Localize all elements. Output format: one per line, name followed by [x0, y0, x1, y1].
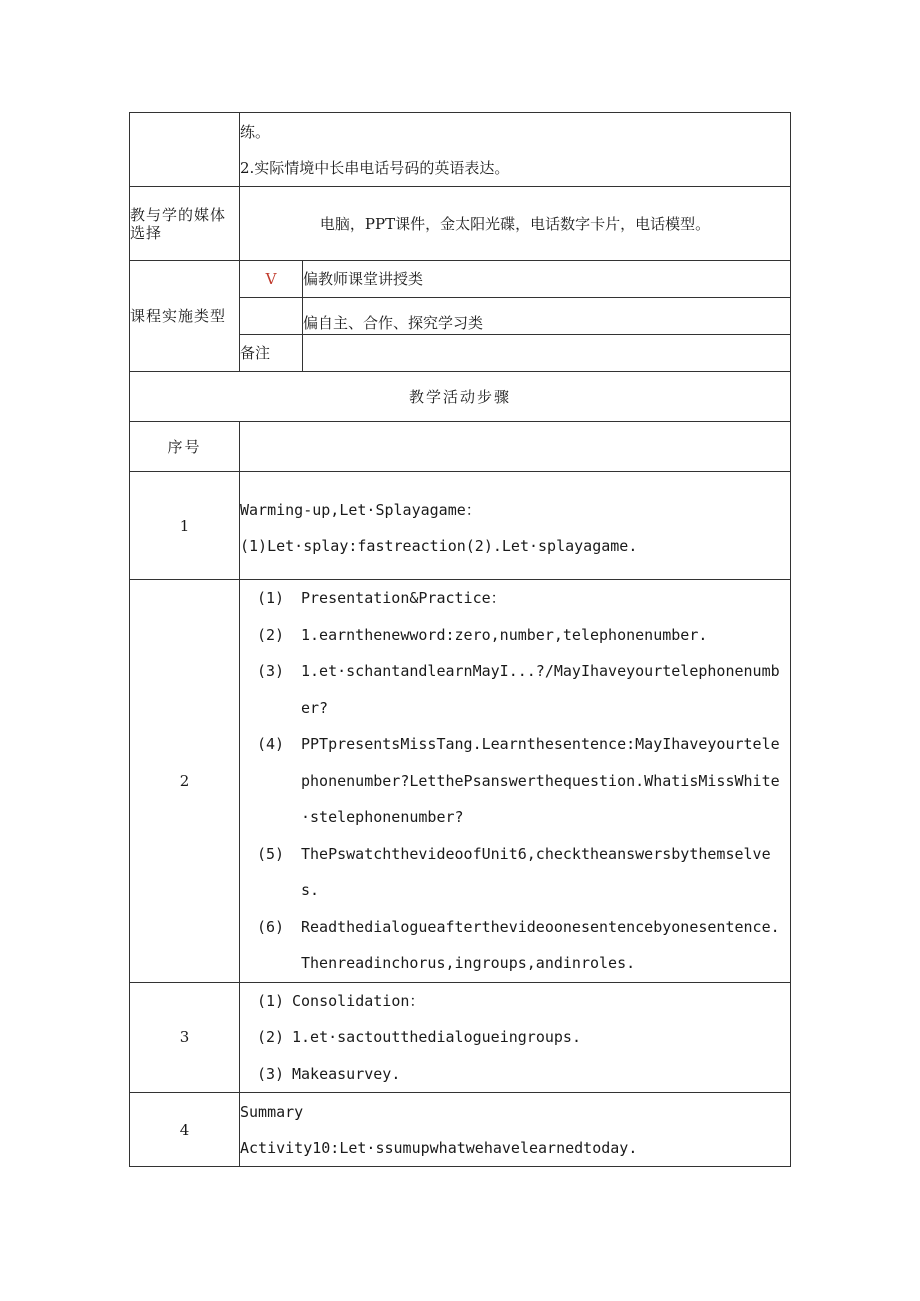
objectives-row: [130, 113, 791, 187]
list-item: [257, 1056, 788, 1093]
list-item: [257, 653, 788, 726]
item-number: (2): [257, 625, 285, 644]
media-value: 电脑，PPT课件，金太阳光碟，电话数字卡片，电话模型。: [240, 187, 791, 261]
item-text: PPTpresentsMissTang.Learnthesentence:MayIhaveyourtelephonenumber?LetthePsanswerthequestion.WhatisMissWhite·stelephonenumber?: [301, 735, 780, 826]
item-text: Readthedialogueafterthevideoonesentencebyonesentence.Thenreadinchorus,ingroups,andinroles.: [301, 917, 780, 972]
item-number: (3): [257, 662, 285, 680]
item-text: Presentation&Practice：: [301, 589, 506, 607]
seq-header-content: [240, 422, 791, 472]
step-list: [257, 580, 788, 982]
step-line: Activity10:Let·ssumupwhatwehavelearnedtoday.: [240, 1138, 638, 1157]
step-list: [257, 983, 788, 1093]
check-mark-empty: [240, 298, 303, 335]
step-content: [240, 580, 791, 983]
media-label: 教与学的媒体选择: [130, 187, 240, 261]
item-text: 1.earnthenewword:zero,number,telephonenumber.: [301, 625, 708, 644]
course-option-lecture: 偏教师课堂讲授类: [303, 261, 791, 298]
course-option-inquiry: 偏自主、合作、探究学习类: [303, 298, 791, 335]
list-item: [257, 726, 788, 836]
activity-title: 教学活动步骤: [130, 372, 791, 422]
step-content: [240, 472, 791, 580]
step-number: 4: [130, 1093, 240, 1167]
lesson-plan-table: [129, 112, 791, 1167]
item-text: ThePswatchthevideoofUnit6,checktheanswersbythemselves.: [301, 844, 771, 899]
step-line: Summary: [240, 1102, 304, 1121]
step-number: 1: [130, 472, 240, 580]
step-number: 3: [130, 982, 240, 1093]
seq-header: 序号: [130, 422, 240, 472]
objectives-line-2: 2.实际情境中长串电话号码的英语表达。: [240, 158, 510, 177]
course-type-label: 课程实施类型: [130, 261, 240, 372]
step-row: [130, 982, 791, 1093]
item-number: (3): [257, 1064, 285, 1083]
item-number: (5): [257, 844, 285, 863]
item-text: Consolidation：: [292, 991, 425, 1010]
list-item: [257, 617, 788, 654]
item-number: (6): [257, 917, 285, 936]
list-item: [257, 1019, 788, 1056]
objectives-line-1: 练。: [240, 122, 271, 141]
list-item: [257, 580, 788, 617]
item-text: Makeasurvey.: [292, 1064, 401, 1083]
step-number: 2: [130, 580, 240, 983]
note-label: 备注: [240, 335, 303, 372]
list-item: [257, 836, 788, 909]
media-row: [130, 187, 791, 261]
objectives-cell: [240, 113, 791, 187]
step-line: (1)Let·splay:fastreaction(2).Let·splayagame.: [240, 536, 638, 555]
step-row: [130, 1093, 791, 1167]
step-content: [240, 1093, 791, 1167]
item-text: 1.et·sactoutthedialogueingroups.: [292, 1028, 581, 1046]
check-mark: V: [240, 261, 303, 298]
list-item: [257, 909, 788, 982]
step-line: Warming-up,Let·Splayagame：: [240, 500, 481, 519]
item-number: (2): [257, 1028, 285, 1046]
activity-title-row: [130, 372, 791, 422]
objectives-label-cell: [130, 113, 240, 187]
item-number: (1): [257, 589, 285, 607]
step-row: [130, 472, 791, 580]
note-value: [303, 335, 791, 372]
item-text: 1.et·schantandlearnMayI...?/MayIhaveyourtelephonenumber?: [301, 662, 780, 717]
step-content: [240, 982, 791, 1093]
seq-header-row: [130, 422, 791, 472]
list-item: [257, 983, 788, 1020]
course-type-row-1: [130, 261, 791, 298]
step-row: [130, 580, 791, 983]
item-number: (1): [257, 991, 285, 1010]
item-number: (4): [257, 735, 285, 753]
